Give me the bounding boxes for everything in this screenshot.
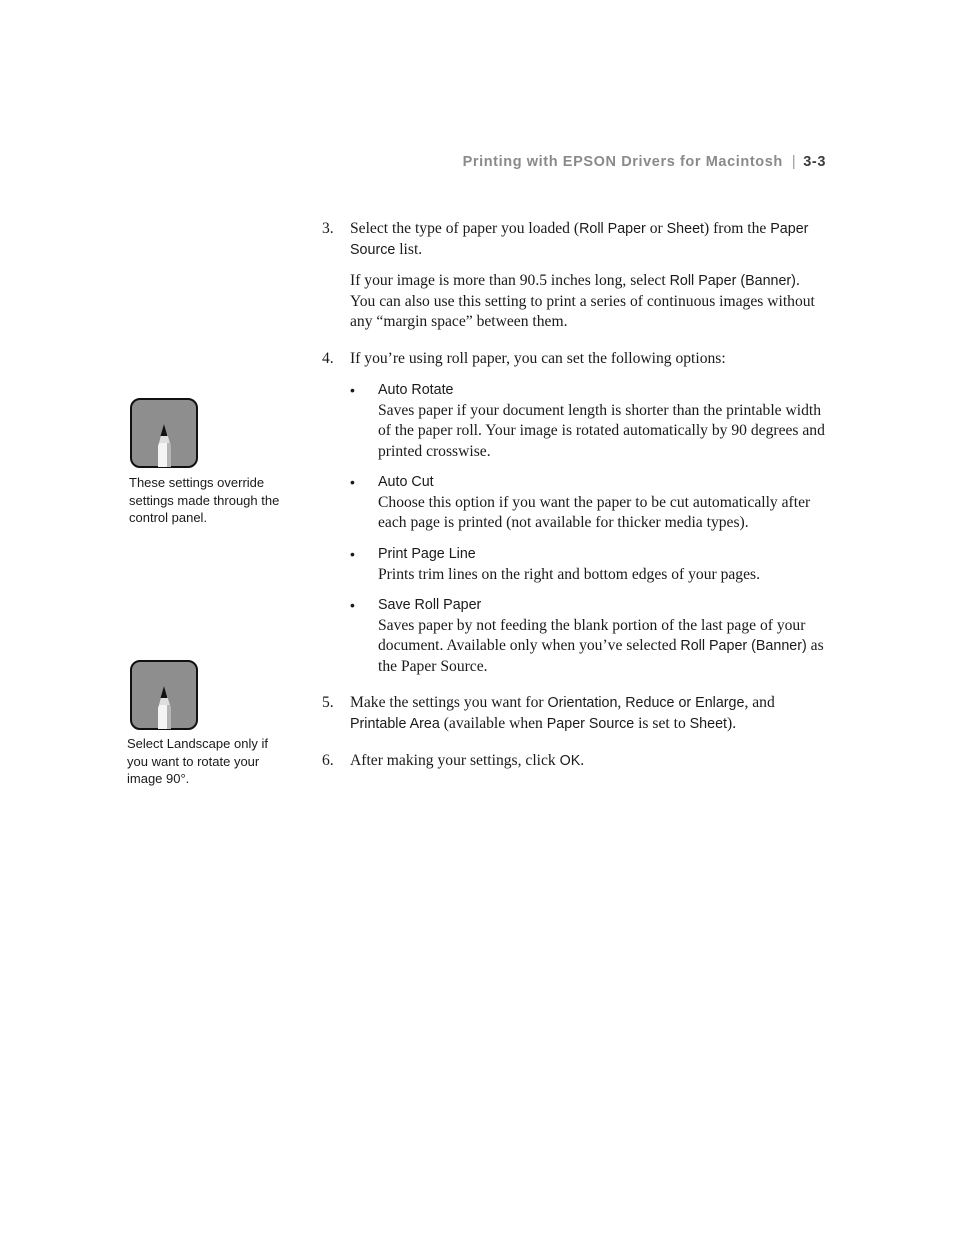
ui-term: Printable Area (350, 715, 440, 732)
option-description: Choose this option if you want the paper to be cut automatically after each page is printed (not available for thicker media types). (378, 493, 811, 531)
option-title: Auto Rotate (378, 382, 454, 398)
option-title: Print Page Line (378, 546, 476, 562)
bullet-marker: • (350, 382, 355, 398)
option-description: Saves paper if your document length is shorter than the printable width of the paper roll. Your image is rotated automatically by 90 degrees and printed crosswise. (378, 401, 825, 460)
header-separator: | (791, 154, 797, 170)
step-6-text: After making your settings, click OK. (350, 752, 585, 769)
step-number: 4. (322, 350, 334, 367)
option-description: Saves paper by not feeding the blank portion of the last page of your document. Available only when you’ve selected Roll Paper (Banner) as the Paper Source. (378, 616, 824, 675)
pencil-note-icon (130, 398, 198, 468)
ui-term: Sheet (689, 715, 728, 732)
ui-term: Roll Paper (Banner) (669, 273, 796, 289)
ui-term: Sheet (666, 221, 704, 237)
ui-term: OK (559, 753, 581, 769)
bullet-marker: • (350, 474, 355, 490)
step-3-text: Select the type of paper you loaded (Roll Paper or Sheet) from the Paper Source list. (350, 220, 809, 258)
ui-term: Roll Paper (Banner) (680, 638, 807, 654)
ui-term: Orientation (547, 695, 618, 711)
running-header (463, 154, 826, 170)
margin-note-1: These settings override settings made through the control panel. (129, 475, 280, 525)
margin-note-2: Select Landscape only if you want to rotate your image 90°. (127, 736, 268, 786)
ui-term: Roll Paper (579, 221, 646, 237)
ui-term: Paper Source (546, 715, 635, 732)
step-3-detail: If your image is more than 90.5 inches long, select Roll Paper (Banner). You can also use this setting to print a series of continuous images without any “margin space” between them. (350, 272, 815, 330)
header-title: Printing with EPSON Drivers for Macintosh (462, 154, 783, 170)
step-number: 3. (322, 220, 334, 237)
step-number: 6. (322, 752, 334, 769)
pencil-note-icon (130, 660, 198, 730)
page-number: 3-3 (803, 154, 826, 170)
step-4-text: If you’re using roll paper, you can set the following options: (350, 350, 726, 367)
step-5-text: Make the settings you want for Orientation, Reduce or Enlarge, and Printable Area (available when Paper Source is set to Sheet). (350, 694, 775, 732)
ui-term: Landscape (166, 736, 231, 751)
bullet-marker: • (350, 546, 355, 562)
ui-term: Reduce or Enlarge (625, 695, 745, 711)
bullet-marker: • (350, 597, 355, 613)
option-description: Prints trim lines on the right and bottom edges of your pages. (378, 565, 760, 583)
step-number: 5. (322, 694, 334, 711)
ui-term: Paper Source (350, 221, 809, 258)
option-title: Auto Cut (378, 474, 434, 490)
option-title: Save Roll Paper (378, 597, 482, 613)
